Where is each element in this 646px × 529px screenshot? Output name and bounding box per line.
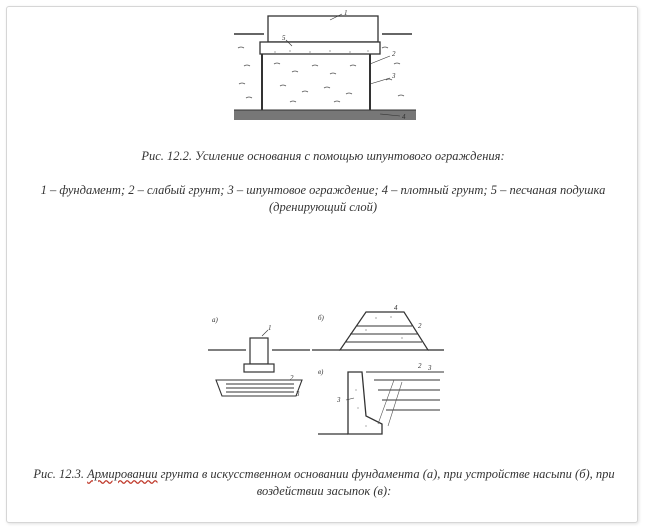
fig2b-label-2: 2 (418, 322, 422, 330)
figure-12-3-drawing (206, 300, 446, 450)
fig1-label-3: 3 (392, 72, 396, 80)
fig2c-label-3b: 3 (428, 364, 432, 372)
fig1-label-2: 2 (392, 50, 396, 58)
fig2b-label-4: 4 (394, 304, 398, 312)
figure-12-2-caption: Рис. 12.2. Усиление основания с помощью шпунтового ограждения: (141, 149, 505, 163)
caption-rest: грунта в искусственном основании фундамента (а), при устройстве насыпи (б), при воздействии засыпок (в): (157, 467, 615, 498)
panel-a-label: а) (212, 316, 218, 324)
fig2c-label-3a: 3 (337, 396, 341, 404)
figure-12-3-caption (22, 466, 626, 500)
fig2a-label-1: 1 (268, 324, 272, 332)
figure-12-2-drawing (230, 8, 420, 128)
panel-b-label: б) (318, 314, 324, 322)
fig1-label-4: 4 (402, 113, 406, 121)
panel-c-label: в) (318, 368, 324, 376)
fig1-label-5: 5 (282, 34, 286, 42)
caption-underlined-word: Армировании (87, 467, 158, 481)
fig2a-label-3: 3 (296, 390, 300, 398)
fig2c-label-2: 2 (418, 362, 422, 370)
figure-12-2-legend: 1 – фундамент; 2 – слабый грунт; 3 – шпунтовое ограждение; 4 – плотный грунт; 5 – песчаная подушка (дренирующий слой) (40, 183, 606, 214)
fig2a-label-2: 2 (290, 374, 294, 382)
caption-prefix: Рис. 12.3. (33, 467, 85, 481)
fig1-label-1: 1 (344, 9, 348, 17)
